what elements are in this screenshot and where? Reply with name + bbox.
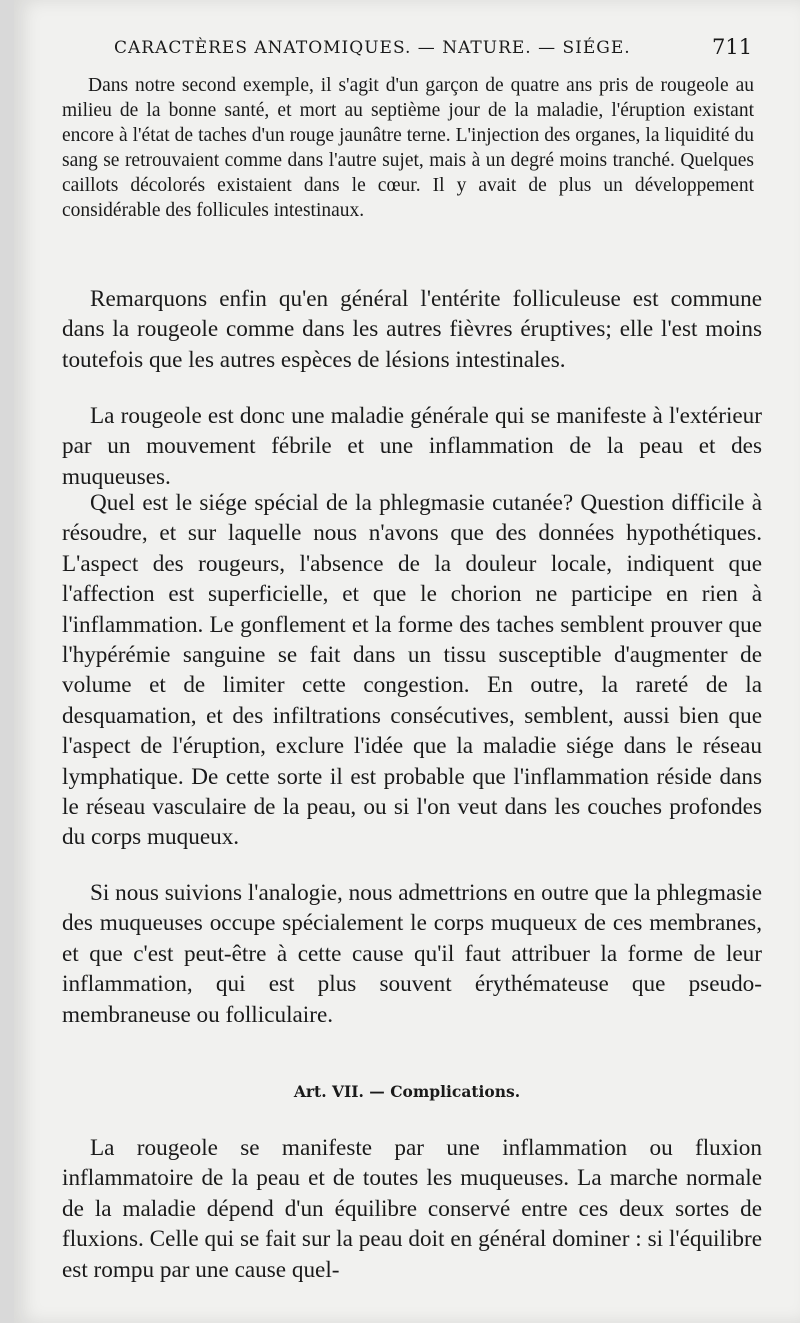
paragraph-cutaneous-seat: Quel est le siége spécial de la phlegmasie cutanée? Question difficile à résoudre, et sur laquelle nous n'avons que des données hypothétiques. L'aspect des rougeurs, l'absence de la douleur locale, indiquent que l'affection est superficielle, et que le chorion ne participe en rien à l'inflammation. Le gonflement et la forme des taches semblent prouver que l'hypérémie sanguine se fait dans un tissu susceptible d'augmenter de volume et de limiter cette congestion. En outre, la rareté de la desquamation, et des infiltrations consécutives, semblent, aussi bien que l'aspect de l'éruption, exclure l'idée que la maladie siége dans le réseau lymphatique. De cette sorte il est probable que l'inflammation réside dans le réseau vasculaire de la peau, ou si l'on veut dans les couches profondes du corps muqueux. xyxy=(62,490,762,851)
running-header: CARACTÈRES ANATOMIQUES. — NATURE. — SIÉGE. xyxy=(114,38,631,58)
section-heading: Art. VII. — Complications. xyxy=(293,1082,521,1101)
paragraph-mucous-analogy: Si nous suivions l'analogie, nous admettrions en outre que la phlegmasie des muqueuses occupe spécialement le corps muqueux de ces membranes, et que c'est peut-être à cette cause qu'il faut attribuer la forme de leur inflammation, qui est plus souvent érythémateuse que pseudo-membraneuse ou folliculaire. xyxy=(62,880,762,1028)
case-note-paragraph: Dans notre second exemple, il s'agit d'un garçon de quatre ans pris de rougeole au milieu de la bonne santé, et mort au septième jour de la maladie, l'éruption existant encore à l'état de taches d'un rouge jaunâtre terne. L'injection des organes, la liquidité du sang se retrouvaient comme dans l'autre sujet, mais à un degré moins tranché. Quelques caillots décolorés existaient dans le cœur. Il y avait de plus un développement considérable des follicules intestinaux. xyxy=(62,75,754,221)
paragraph-complications: La rougeole se manifeste par une inflammation ou fluxion inflammatoire de la peau et de toutes les muqueuses. La marche normale de la maladie dépend d'un équilibre conservé entre ces deux sortes de fluxions. Celle qui se fait sur la peau doit en général dominer : si l'équilibre est rompu par une cause quel- xyxy=(62,1135,762,1283)
book-page xyxy=(14,0,800,1323)
page-number: 711 xyxy=(712,35,753,59)
paragraph-enteritis: Remarquons enfin qu'en général l'entérite folliculeuse est commune dans la rougeole comme dans les autres fièvres éruptives; elle l'est moins toutefois que les autres espèces de lésions intestinales. xyxy=(62,286,762,373)
paragraph-general-disease: La rougeole est donc une maladie générale qui se manifeste à l'extérieur par un mouvement fébrile et une inflammation de la peau et des muqueuses. xyxy=(62,403,762,490)
